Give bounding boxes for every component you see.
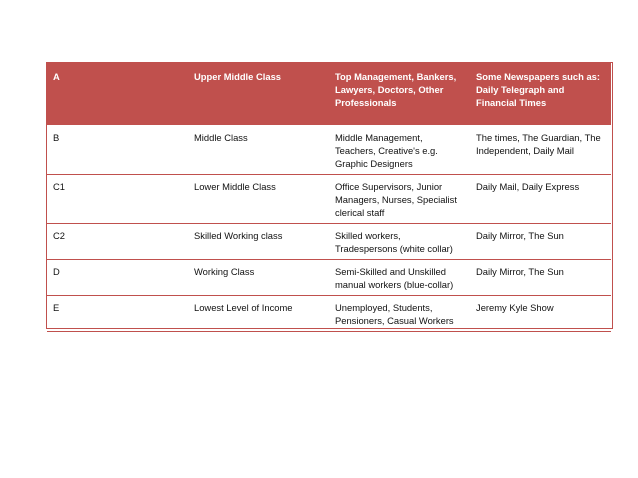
newspapers-cell: Daily Mail, Daily Express <box>470 175 611 224</box>
newspapers-cell: Jeremy Kyle Show <box>470 296 611 332</box>
occupations-cell: Semi-Skilled and Unskilled manual workers (blue-collar) <box>329 260 470 296</box>
class-cell: Lowest Level of Income <box>188 296 329 332</box>
grade-cell: C2 <box>47 224 188 260</box>
occupations-cell: Office Supervisors, Junior Managers, Nurses, Specialist clerical staff <box>329 175 470 224</box>
occupations-cell: Unemployed, Students, Pensioners, Casual Workers <box>329 296 470 332</box>
class-cell: Lower Middle Class <box>188 175 329 224</box>
class-cell: Middle Class <box>188 125 329 175</box>
table-header-row <box>47 63 611 125</box>
newspapers-cell: Some Newspapers such as: Daily Telegraph and Financial Times <box>470 63 611 125</box>
grade-cell: B <box>47 125 188 175</box>
newspapers-cell: Daily Mirror, The Sun <box>470 260 611 296</box>
table-row <box>47 125 611 175</box>
grade-cell: C1 <box>47 175 188 224</box>
class-cell: Upper Middle Class <box>188 63 329 125</box>
occupations-cell: Top Management, Bankers, Lawyers, Doctors, Other Professionals <box>329 63 470 125</box>
table-row <box>47 224 611 260</box>
class-cell: Skilled Working class <box>188 224 329 260</box>
table-row <box>47 260 611 296</box>
newspapers-cell: Daily Mirror, The Sun <box>470 224 611 260</box>
class-cell: Working Class <box>188 260 329 296</box>
grade-cell: A <box>47 63 188 125</box>
grade-cell: E <box>47 296 188 332</box>
table-row <box>47 175 611 224</box>
social-grade-table <box>47 63 611 332</box>
table-row <box>47 296 611 332</box>
occupations-cell: Skilled workers, Tradespersons (white collar) <box>329 224 470 260</box>
grade-cell: D <box>47 260 188 296</box>
occupations-cell: Middle Management, Teachers, Creative's e.g. Graphic Designers <box>329 125 470 175</box>
newspapers-cell: The times, The Guardian, The Independent, Daily Mail <box>470 125 611 175</box>
